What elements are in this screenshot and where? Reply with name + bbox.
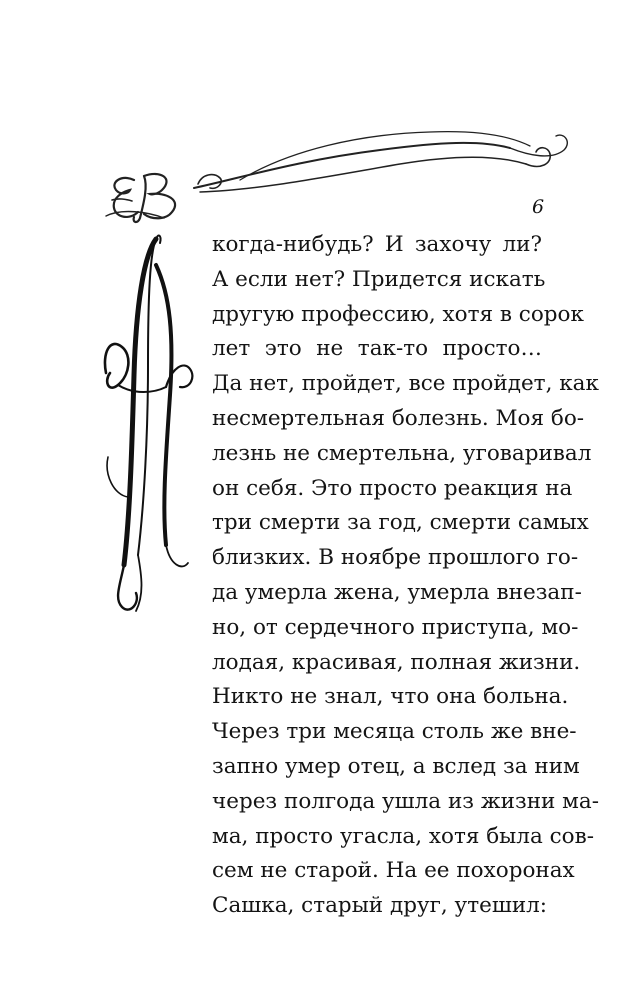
text-line: Сашка, старый друг, утешил:: [212, 893, 548, 919]
text-line: другую профессию, хотя в сорок: [212, 301, 584, 327]
text-line: лезнь не смертельна, уговаривал: [212, 440, 592, 466]
text-line: Никто не знал, что она больна.: [212, 684, 569, 710]
body-text: [212, 228, 599, 924]
text-line: он себя. Это просто реакция на: [212, 475, 573, 501]
text-line: несмертельная болезнь. Моя бо-: [212, 405, 585, 431]
text-line: Да нет, пройдет, все пройдет, как: [212, 371, 599, 397]
text-line: три смерти за год, смерти самых: [212, 510, 589, 536]
header-flourish: [180, 120, 580, 210]
page-number: 6: [532, 196, 545, 218]
text-line: через полгода ушла из жизни ма-: [212, 788, 599, 814]
text-line: лет это не так-то просто…: [212, 336, 542, 362]
text-line: лодая, красивая, полная жизни.: [212, 649, 581, 675]
publisher-monogram: [104, 168, 188, 226]
text-line: А если нет? Придется искать: [212, 266, 546, 292]
text-line: но, от сердечного приступа, мо-: [212, 614, 579, 640]
text-line: сем не старой. На ее похоронах: [212, 858, 575, 884]
text-line: запно умер отец, а вслед за ним: [212, 753, 580, 779]
text-line: близких. В ноябре прошлого го-: [212, 545, 579, 571]
drop-cap-letter: [100, 225, 198, 625]
text-line: Через три месяца столь же вне-: [212, 719, 577, 745]
text-line: да умерла жена, умерла внезап-: [212, 579, 582, 605]
text-line: когда-нибудь? И захочу ли?: [212, 232, 542, 257]
text-line: ма, просто угасла, хотя была сов-: [212, 823, 594, 849]
